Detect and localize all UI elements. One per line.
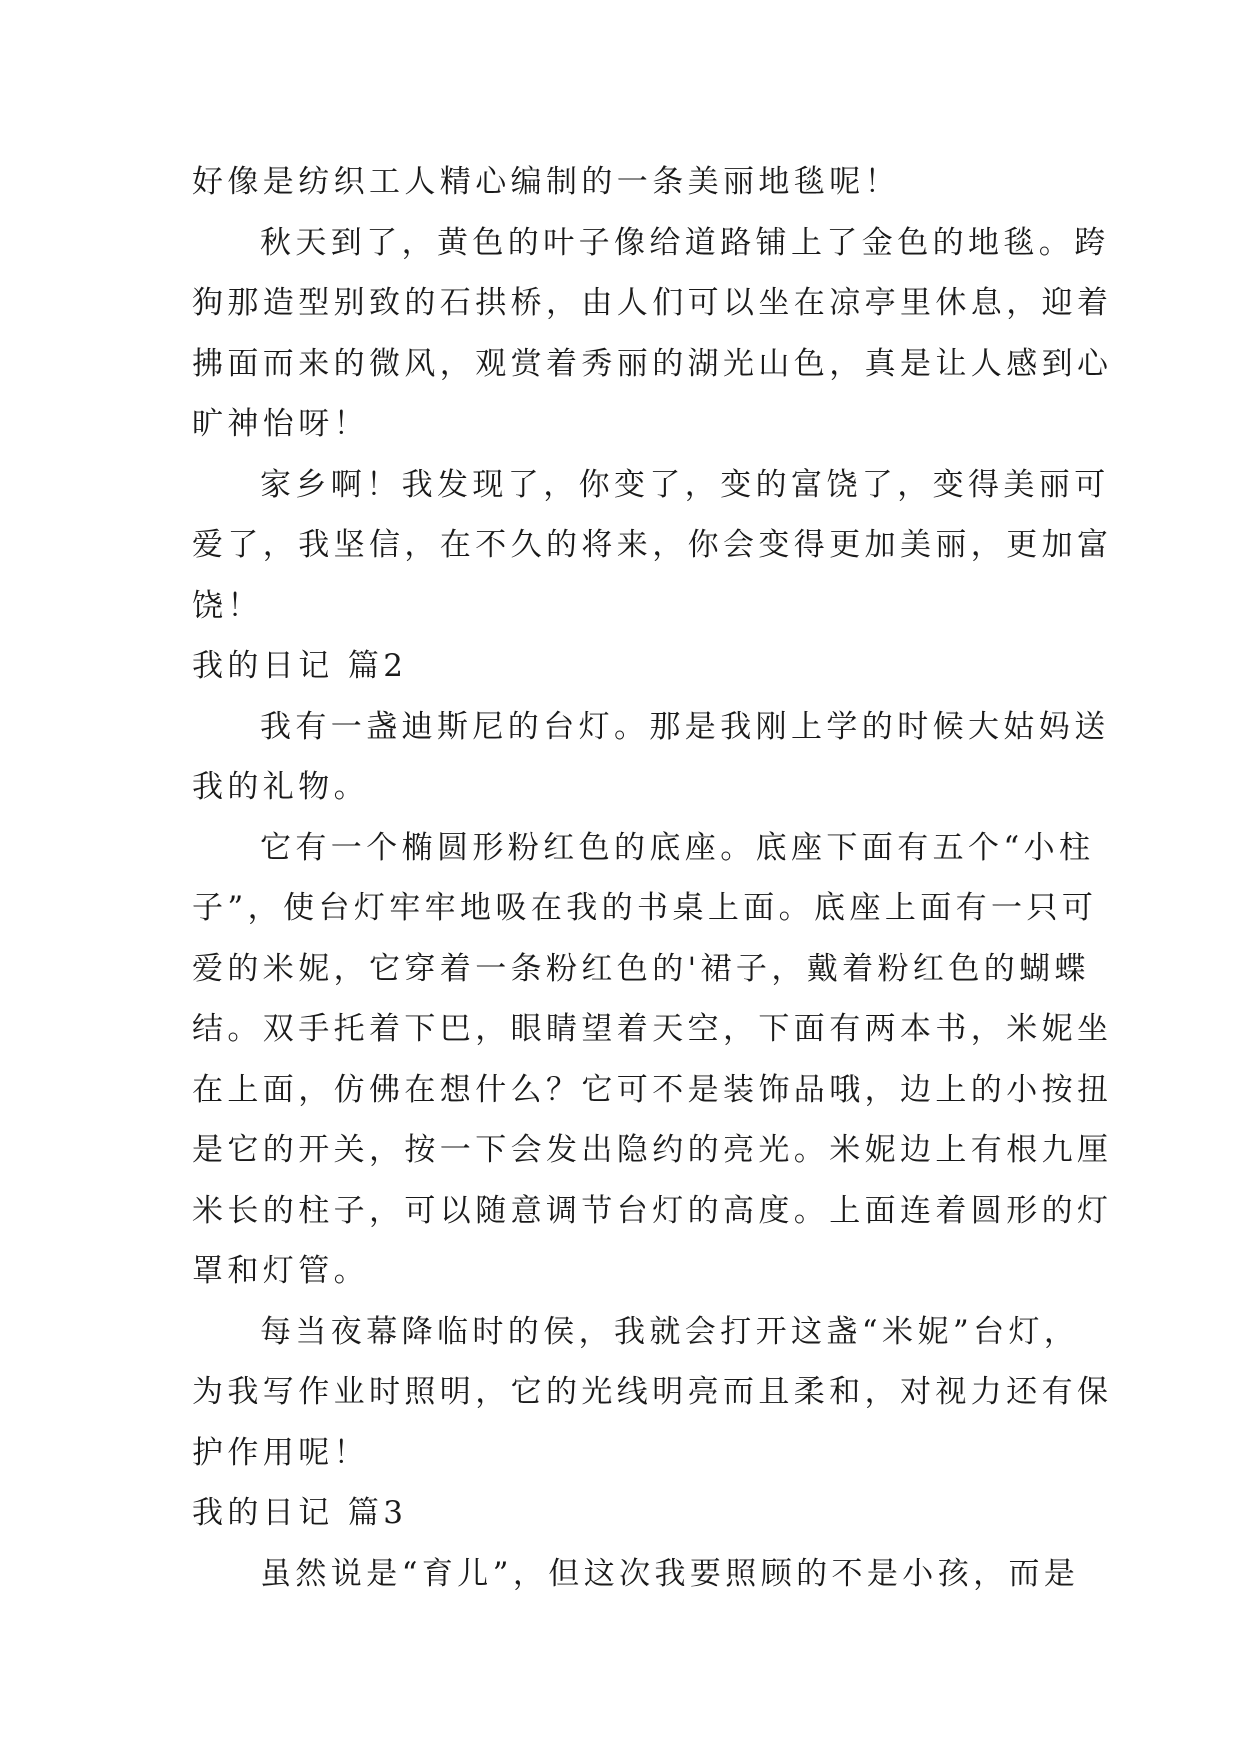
section-heading: 我的日记 篇3	[192, 1495, 408, 1531]
text-line: 罩和灯管。	[192, 1253, 369, 1289]
text-line: 秋天到了，黄色的叶子像给道路铺上了金色的地毯。跨	[260, 224, 1110, 261]
text-line: 在上面，仿佛在想什么？它可不是装饰品哦，边上的小按扭	[192, 1071, 1113, 1108]
text-line: 爱了，我坚信，在不久的将来，你会变得更加美丽，更加富	[192, 527, 1113, 563]
text-line: 护作用呢！	[192, 1434, 369, 1471]
text-line: 米长的柱子，可以随意调节台灯的高度。上面连着圆形的灯	[192, 1192, 1113, 1229]
document-body	[192, 152, 1113, 1604]
text-line: 是它的开关，按一下会发出隐约的亮光。米妮边上有根九厘	[192, 1132, 1113, 1168]
text-line: 我有一盏迪斯尼的台灯。那是我刚上学的时候大姑妈送	[260, 708, 1110, 745]
text-line: 旷神怡呀！	[192, 406, 369, 442]
text-line: 我的礼物。	[192, 769, 369, 805]
text-line: 每当夜幕降临时的侯，我就会打开这盏“米妮”台灯，	[260, 1313, 1080, 1350]
text-line: 好像是纺织工人精心编制的一条美丽地毯呢！	[192, 164, 900, 200]
text-line: 为我写作业时照明，它的光线明亮而且柔和，对视力还有保	[192, 1374, 1113, 1410]
section-heading: 我的日记 篇2	[192, 648, 408, 684]
text-line: 它有一个椭圆形粉红色的底座。底座下面有五个“小柱	[260, 829, 1095, 866]
text-line: 结。双手托着下巴，眼睛望着天空，下面有两本书，米妮坐	[192, 1011, 1113, 1047]
text-line: 家乡啊！我发现了，你变了，变的富饶了，变得美丽可	[260, 466, 1110, 503]
text-line: 拂面而来的微风，观赏着秀丽的湖光山色，真是让人感到心	[192, 345, 1113, 382]
text-line: 子”，使台灯牢牢地吸在我的书桌上面。底座上面有一只可	[192, 890, 1098, 926]
text-line: 虽然说是“育儿”，但这次我要照顾的不是小孩，而是	[260, 1555, 1080, 1592]
text-line: 狗那造型别致的石拱桥，由人们可以坐在凉亭里休息，迎着	[192, 285, 1113, 321]
text-line: 爱的米妮，它穿着一条粉红色的'裙子，戴着粉红色的蝴蝶	[192, 950, 1090, 987]
text-line: 饶！	[192, 587, 263, 624]
